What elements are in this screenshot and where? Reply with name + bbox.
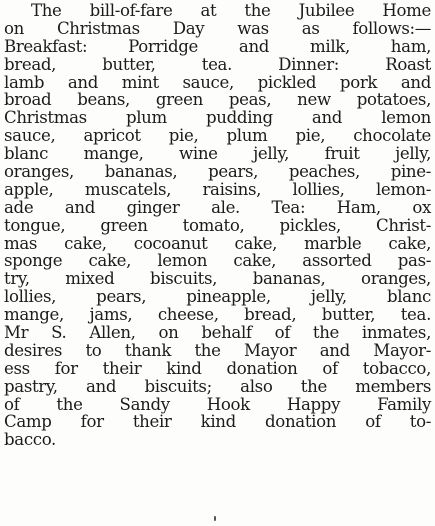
- article-line: bread, butter, tea. Dinner: Roast: [4, 54, 431, 74]
- article-line: mas cake, cocoanut cake, marble cake,: [4, 233, 431, 253]
- article-line: bacco.: [4, 430, 56, 450]
- article-line: Christmas plum pudding and lemon: [4, 108, 431, 128]
- article-line: sauce, apricot pie, plum pie, chocolate: [4, 126, 431, 146]
- article-line: mange, jams, cheese, bread, butter, tea.: [4, 305, 431, 325]
- print-speck: [214, 516, 216, 521]
- article-line: The bill-of-fare at the Jubilee Home: [31, 1, 431, 20]
- article-line: lamb and mint sauce, pickled pork and: [4, 72, 431, 92]
- article-line: Mr S. Allen, on behalf of the inmates,: [4, 323, 431, 343]
- article-line: lollies, pears, pineapple, jelly, blanc: [4, 287, 431, 307]
- article-body: [4, 2, 431, 449]
- article-line: sponge cake, lemon cake, assorted pas-: [4, 251, 431, 271]
- article-line: broad beans, green peas, new potatoes,: [4, 90, 431, 110]
- article-line: ess for their kind donation of tobacco,: [4, 358, 431, 378]
- article-line: pastry, and biscuits; also the members: [4, 376, 431, 396]
- article-line: of the Sandy Hook Happy Family: [4, 394, 431, 414]
- article-line: apple, muscatels, raisins, lollies, lemon-: [4, 179, 431, 199]
- article-line: tongue, green tomato, pickles, Christ-: [4, 215, 431, 235]
- article-line: blanc mange, wine jelly, fruit jelly,: [4, 144, 431, 164]
- article-line: Breakfast: Porridge and milk, ham,: [4, 36, 431, 56]
- article-line: on Christmas Day was as follows:—: [4, 18, 431, 38]
- article-line: desires to thank the Mayor and Mayor-: [4, 340, 431, 360]
- article-line: Camp for their kind donation of to-: [4, 412, 431, 432]
- article-line: ade and ginger ale. Tea: Ham, ox: [4, 197, 431, 217]
- article-line: oranges, bananas, pears, peaches, pine-: [4, 162, 431, 182]
- article-line: try, mixed biscuits, bananas, oranges,: [4, 269, 431, 289]
